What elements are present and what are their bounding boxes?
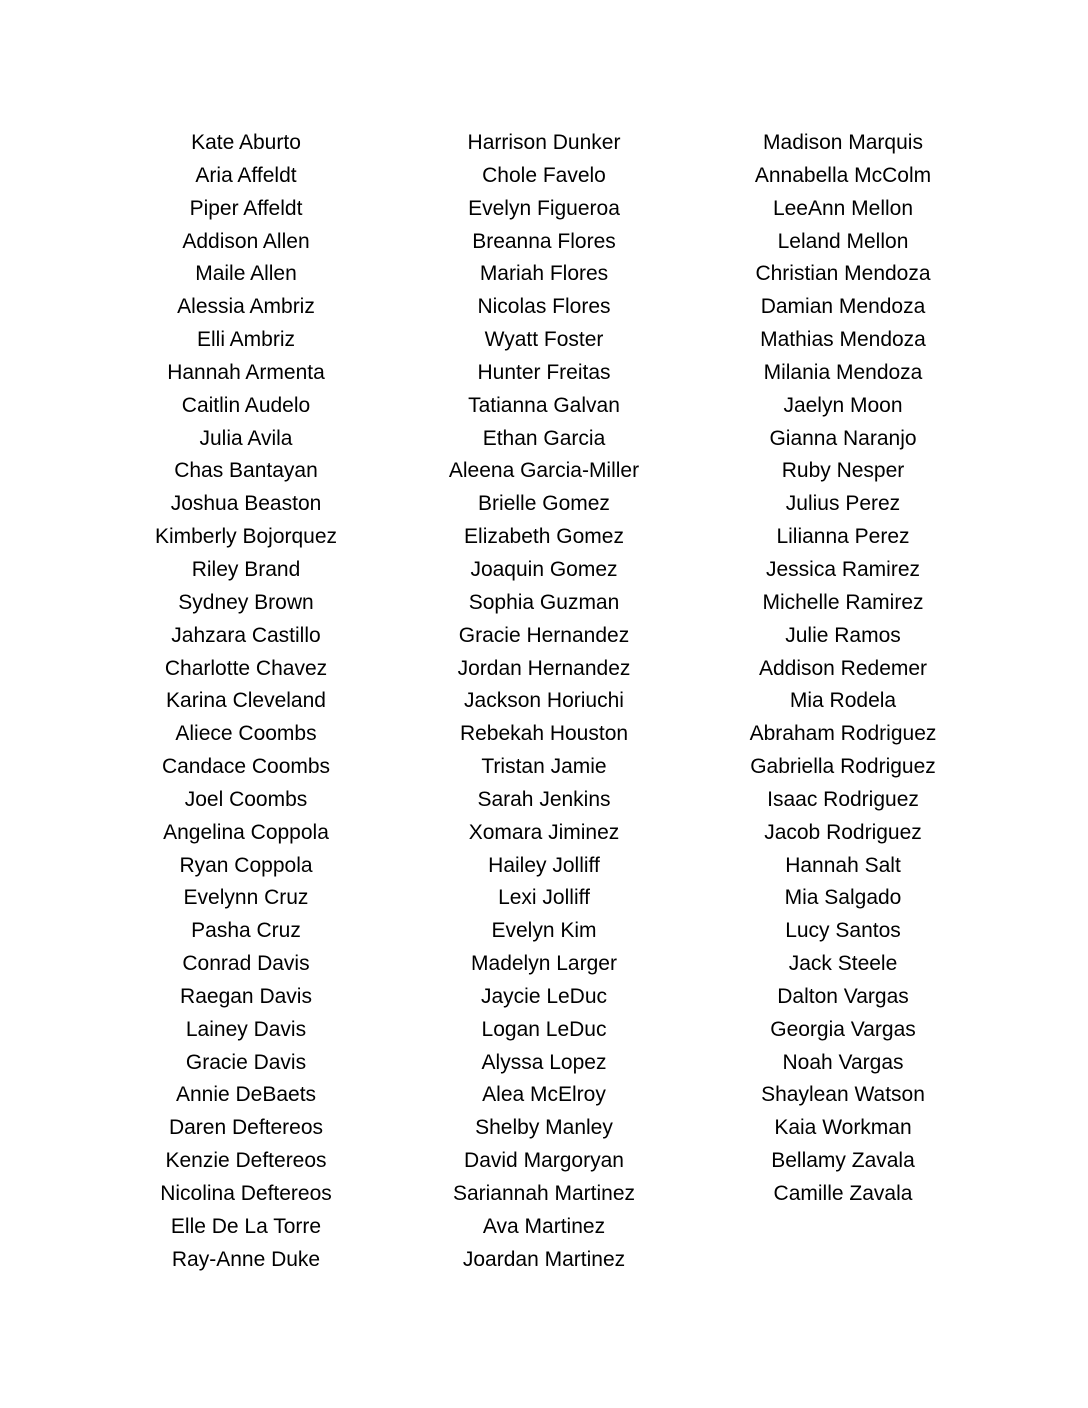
name-list-item: Charlotte Chavez bbox=[164, 656, 328, 680]
name-list-item: Lucy Santos bbox=[785, 919, 901, 943]
name-list-item: Caitlin Audelo bbox=[181, 393, 311, 417]
name-column-3 bbox=[693, 127, 993, 1211]
name-list-item: Gabriella Rodriguez bbox=[750, 755, 936, 779]
name-list-item: Camille Zavala bbox=[773, 1182, 913, 1205]
name-list-item: Brielle Gomez bbox=[478, 492, 610, 516]
name-list-item: Evelyn Kim bbox=[491, 919, 597, 943]
name-list-item: Aria Affeldt bbox=[195, 163, 297, 187]
name-list-item: Annabella McColm bbox=[754, 163, 932, 187]
name-list-item: Pasha Cruz bbox=[191, 919, 301, 943]
name-list-item: Kaia Workman bbox=[774, 1116, 912, 1140]
name-list-item: Jordan Hernandez bbox=[457, 656, 631, 680]
name-list-item: Elizabeth Gomez bbox=[464, 525, 624, 549]
name-list-item: Alessia Ambriz bbox=[177, 295, 315, 319]
name-list-item: Shaylean Watson bbox=[761, 1083, 925, 1107]
name-list-item: Breanna Flores bbox=[472, 229, 616, 253]
name-list-item: David Margoryan bbox=[464, 1149, 624, 1173]
name-list-item: Aliece Coombs bbox=[175, 722, 317, 746]
name-list-item: Mia Rodela bbox=[789, 689, 897, 713]
name-list-item: Candace Coombs bbox=[161, 755, 331, 779]
name-list-item: Jacob Rodriguez bbox=[764, 820, 922, 844]
name-list-item: Georgia Vargas bbox=[770, 1017, 916, 1041]
name-list-item: Shelby Manley bbox=[475, 1116, 613, 1140]
name-list-item: Addison Redemer bbox=[758, 656, 928, 680]
name-list-item: Ryan Coppola bbox=[179, 853, 313, 877]
name-list-item: Julie Ramos bbox=[785, 623, 901, 647]
name-column-2 bbox=[394, 127, 694, 1277]
name-list-item: Aleena Garcia-Miller bbox=[448, 459, 640, 483]
name-list-item: Piper Affeldt bbox=[189, 196, 303, 220]
name-list-item: Jaycie LeDuc bbox=[480, 984, 608, 1008]
name-list-item: Hailey Jolliff bbox=[488, 853, 600, 877]
name-list-item: Noah Vargas bbox=[782, 1050, 904, 1074]
name-list-item: LeeAnn Mellon bbox=[772, 196, 914, 220]
name-list-item: Karina Cleveland bbox=[166, 689, 326, 713]
name-list-item: Elli Ambriz bbox=[196, 328, 296, 352]
name-list-item: Nicolas Flores bbox=[477, 295, 611, 319]
name-list-item: Ava Martinez bbox=[482, 1214, 606, 1238]
name-list-item: Mia Salgado bbox=[784, 886, 902, 910]
name-list-item: Evelyn Figueroa bbox=[468, 196, 620, 220]
name-list-item: Logan LeDuc bbox=[481, 1017, 607, 1041]
name-list-item: Harrison Dunker bbox=[467, 131, 621, 154]
name-list-item: Dalton Vargas bbox=[777, 984, 909, 1008]
name-list-item: Nicolina Deftereos bbox=[160, 1182, 332, 1205]
name-list-item: Ruby Nesper bbox=[781, 459, 905, 483]
name-list-item: Joel Coombs bbox=[184, 787, 308, 811]
name-list-item: Rebekah Houston bbox=[459, 722, 629, 746]
name-list-item: Lainey Davis bbox=[185, 1017, 307, 1041]
name-list-item: Angelina Coppola bbox=[163, 820, 329, 844]
name-list-item: Leland Mellon bbox=[777, 229, 909, 253]
name-list-item: Ray-Anne Duke bbox=[171, 1247, 321, 1271]
name-list-item: Kenzie Deftereos bbox=[165, 1149, 327, 1173]
name-list-item: Sophia Guzman bbox=[468, 590, 620, 614]
name-list-item: Abraham Rodriguez bbox=[749, 722, 937, 746]
name-list-item: Mathias Mendoza bbox=[760, 328, 926, 352]
name-list-item: Kimberly Bojorquez bbox=[154, 525, 338, 549]
name-list-item: Chas Bantayan bbox=[174, 459, 318, 483]
name-list-item: Jessica Ramirez bbox=[765, 557, 921, 581]
name-list-item: Alea McElroy bbox=[482, 1083, 606, 1107]
name-list-item: Ethan Garcia bbox=[482, 426, 606, 450]
name-list-item: Joaquin Gomez bbox=[470, 557, 618, 581]
name-list-item: Evelynn Cruz bbox=[183, 886, 309, 910]
name-list-item: Mariah Flores bbox=[479, 262, 609, 286]
name-list-item: Annie DeBaets bbox=[175, 1083, 317, 1107]
name-list-item: Gracie Hernandez bbox=[458, 623, 630, 647]
name-list-item: Hannah Armenta bbox=[167, 360, 325, 384]
name-list-item: Bellamy Zavala bbox=[771, 1149, 915, 1173]
name-list-item: Gracie Davis bbox=[185, 1050, 307, 1074]
name-list-item: Jackson Horiuchi bbox=[464, 689, 624, 713]
name-list-item: Julia Avila bbox=[199, 426, 293, 450]
name-list-item: Jaelyn Moon bbox=[783, 393, 903, 417]
name-list-item: Elle De La Torre bbox=[170, 1214, 322, 1238]
name-list-item: Raegan Davis bbox=[180, 984, 312, 1008]
name-list-item: Tristan Jamie bbox=[481, 755, 607, 779]
name-list-item: Hunter Freitas bbox=[477, 360, 611, 384]
name-list-item: Damian Mendoza bbox=[760, 295, 926, 319]
name-list-item: Chole Favelo bbox=[482, 163, 606, 187]
name-list-item: Addison Allen bbox=[182, 229, 310, 253]
name-list-item: Alyssa Lopez bbox=[481, 1050, 607, 1074]
name-list-item: Isaac Rodriguez bbox=[767, 787, 919, 811]
name-list-item: Gianna Naranjo bbox=[769, 426, 917, 450]
name-list-item: Sariannah Martinez bbox=[452, 1182, 636, 1205]
name-list-item: Wyatt Foster bbox=[484, 328, 604, 352]
name-column-1 bbox=[96, 127, 396, 1277]
name-list-item: Maile Allen bbox=[195, 262, 297, 286]
name-list-item: Lilianna Perez bbox=[776, 525, 910, 549]
name-list-item: Tatianna Galvan bbox=[468, 393, 620, 417]
name-list-item: Joshua Beaston bbox=[170, 492, 322, 516]
name-list-item: Julius Perez bbox=[785, 492, 901, 516]
name-list-item: Michelle Ramirez bbox=[762, 590, 924, 614]
name-list-item: Christian Mendoza bbox=[755, 262, 931, 286]
name-list-item: Milania Mendoza bbox=[763, 360, 923, 384]
name-list-item: Riley Brand bbox=[191, 557, 301, 581]
name-list-item: Madelyn Larger bbox=[471, 952, 617, 976]
name-list-item: Joardan Martinez bbox=[462, 1247, 626, 1271]
name-list-item: Xomara Jiminez bbox=[468, 820, 620, 844]
name-list-item: Kate Aburto bbox=[191, 131, 301, 154]
name-list-item: Jack Steele bbox=[788, 952, 898, 976]
name-list-item: Sydney Brown bbox=[178, 590, 314, 614]
name-list-item: Daren Deftereos bbox=[168, 1116, 324, 1140]
name-list-item: Hannah Salt bbox=[785, 853, 901, 877]
name-list-item: Lexi Jolliff bbox=[498, 886, 590, 910]
name-list-item: Madison Marquis bbox=[763, 131, 923, 154]
name-list-item: Sarah Jenkins bbox=[477, 787, 611, 811]
name-list-item: Conrad Davis bbox=[182, 952, 310, 976]
name-list-item: Jahzara Castillo bbox=[171, 623, 321, 647]
